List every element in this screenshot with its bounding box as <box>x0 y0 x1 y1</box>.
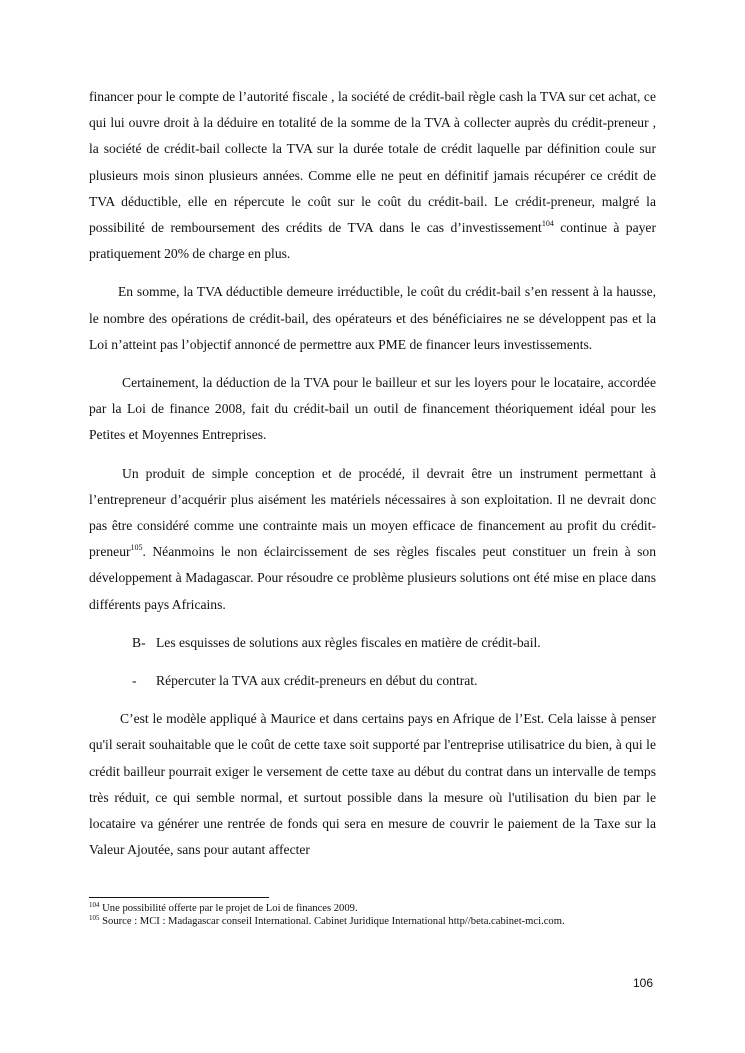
page-number: 106 <box>632 976 653 990</box>
footnote-number: 105 <box>89 914 100 923</box>
footnotes <box>89 902 649 929</box>
footnote-text: Une possibilité offerte par le projet de Loi de finances 2009. <box>99 903 358 914</box>
section-heading-text: Les esquisses de solutions aux règles fiscales en matière de crédit-bail. <box>156 634 541 650</box>
bullet-marker: - <box>132 673 137 689</box>
paragraph-3: Certainement, la déduction de la TVA pour le bailleur et sur les loyers pour le locataire, accordée par la Loi de finance 2008, fait du crédit-bail un outil de financement théoriquement idéal pour les Petites et Moyennes Entreprises. <box>89 375 656 443</box>
paragraph-4-tail: . Néanmoins le non éclaircissement de ses règles fiscales peut constituer un frein à son développement à Madagascar. Pour résoudre ce problème plusieurs solutions ont été mise en place dans différents pays Africains. <box>89 544 656 612</box>
main-text <box>89 84 656 863</box>
paragraph-1-text: financer pour le compte de l’autorité fiscale , la société de crédit-bail règle cash la TVA sur cet achat, ce qui lui ouvre droit à la déduire en totalité de la somme de la TVA à collecter auprès du crédit-preneur , la société de crédit-bail collecte la TVA sur la durée totale de crédit laquelle par définition coule sur plusieurs mois sinon plusieurs années. Comme elle ne peut en définitif jamais récupérer ce crédit de TVA déductible, elle en répercute le coût sur le coût du crédit-bail. Le crédit-preneur, malgré la possibilité de remboursement des crédits de TVA dans le cas d’investissement <box>89 89 656 236</box>
footnote-ref-105[interactable]: 105 <box>130 543 143 553</box>
paragraph-2: En somme, la TVA déductible demeure irréductible, le coût du crédit-bail s’en ressent à la hausse, le nombre des opérations de crédit-bail, des opérateurs et des bénéficiaires ne se développent pas et la Loi n’atteint pas l’objectif annoncé de permettre aux PME de financer leurs investissements. <box>89 284 656 352</box>
paragraph-1 <box>89 84 656 267</box>
section-heading-b <box>89 630 656 656</box>
paragraph-4 <box>89 461 656 618</box>
paragraph-4-text: Un produit de simple conception et de procédé, il devrait être un instrument permettant à l’entrepreneur d’acquérir plus aisément les matériels nécessaires à son exploitation. Il ne devrait donc pas être considéré comme une contrainte mais un moyen efficace de financement au profit du crédit-preneur <box>89 465 656 560</box>
footnote-104 <box>89 902 649 915</box>
footnote-ref-104[interactable]: 104 <box>541 219 554 229</box>
bullet-text: Répercuter la TVA aux crédit-preneurs en début du contrat. <box>156 673 478 689</box>
paragraph-5: C’est le modèle appliqué à Maurice et dans certains pays en Afrique de l’Est. Cela laisse à penser qu'il serait souhaitable que le coût de cette taxe soit supporté par l'entreprise utilisatrice du bien, à qui le crédit bailleur pourrait exiger le versement de cette taxe au début du contrat dans un intervalle de temps très réduit, ce qui semble normal, et surtout possible dans la mesure où l'utilisation du bien par le locataire va générer une rentrée de fonds qui sera en mesure de couvrir le paiement de la Taxe sur la Valeur Ajoutée, sans pour autant affecter <box>89 711 656 858</box>
paragraph-1-tail: continue à payer pratiquement 20% de charge en plus. <box>89 220 656 262</box>
section-heading-marker: B- <box>132 634 146 650</box>
footnote-number: 104 <box>89 901 100 909</box>
footnote-separator <box>89 897 269 898</box>
bullet-item <box>89 668 656 694</box>
footnote-text: Source : MCI : Madagascar conseil International. Cabinet Juridique International http//beta.cabinet-mci.com. <box>99 916 565 928</box>
footnote-105 <box>89 915 649 928</box>
